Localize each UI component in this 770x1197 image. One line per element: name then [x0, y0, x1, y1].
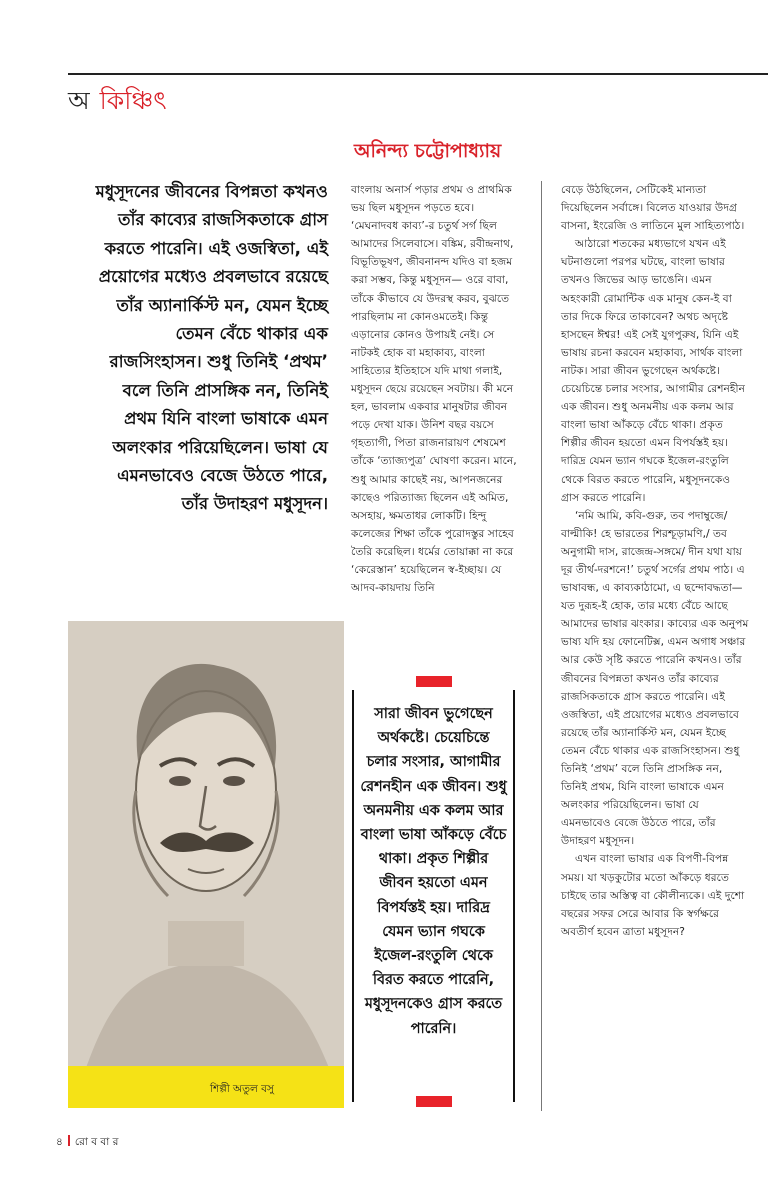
caption-band — [68, 1066, 344, 1108]
top-rule — [68, 73, 768, 75]
article-column-2 — [561, 181, 751, 941]
highlight-box — [352, 690, 515, 1104]
page-footer — [56, 1135, 118, 1152]
page-number: ৪ — [56, 1136, 63, 1148]
article-paragraph: এখন বাংলা ভাষার এক বিপণী-বিপন্ন সময়। যা খড়কুটোর মতো আঁকড়ে ধরতে চাইছে তার অস্তিত্ব বা কৌলীন্যকে। এই দুশো বছরের সফর সেরে আবার কি স্বর্গক্ষরে অবতীর্ণ হবেন ত্রাতা মধুসূদন? — [561, 852, 745, 938]
box-quote: সারা জীবন ভুগেছেন অর্থকষ্টে। চেয়েচিন্তে চলার সংসার, আগামীর রেশনহীন এক জীবন। শুধু অনমনীয় এক কলম আর বাংলা ভাষা আঁকড়ে বেঁচে থাকা। প্রকৃত শিল্পীর জীবন হয়তো এমন বিপর্যস্তই হয়। দারিদ্র যেমন ভ্যান গঘকে ইজেল-রংতুলি থেকে বিরত করতে পারেনি, মধুসূদনকেও গ্রাস করতে পারেনি। — [360, 706, 507, 1037]
box-border-right — [513, 690, 515, 1102]
portrait-sketch — [68, 621, 344, 1108]
section-heading — [68, 86, 167, 116]
author-byline: অনিন্দ্য চট্টোপাধ্যায় — [354, 140, 502, 162]
portrait-illustration — [68, 621, 344, 1108]
footer-separator — [68, 1135, 70, 1146]
box-red-marker-top — [416, 676, 452, 687]
publication-name: রো ব বা র — [74, 1136, 119, 1148]
article-paragraph: ‘নমি আমি, কবি-গুরু, তব পদাম্বুজে/ বাল্মীকি! হে ভারতের শিরশ্চূড়ামণি,/ তব অনুগামী দাস, রাজেন্দ্র-সঙ্গমে/ দীন যথা যায় দূর তীর্থ-দরশনে!’ চতুর্থ সর্গের প্রথম পাঠ। এ ভাষাবন্ধ, এ কাব্যকাঠামো, এ ছন্দোবদ্ধতা— যত দুরূহ-ই হোক, তার মধ্যে বেঁচে আছে আমাদের ভাষার ঝংকার। কাব্যের এক অনুপম ভাষ্য যদি হয় ফোনেটিক্স, এমন অগাধ সঞ্চার আর কেউ সৃষ্টি করতে পারেনি কখনও। তাঁর জীবনের বিপন্নতা কখনও তাঁর কাব্যের রাজসিকতাকে গ্রাস করতে পারেনি। এই ওজস্বিতা, এই প্রয়োগের মধ্যেও প্রবলভাবে রয়েছে তাঁর অ্যানার্কিস্ট মন, যেমন ইচ্ছে তেমন বেঁচে থাকার এক রাজসিংহাসন। শুধু তিনিই ‘প্রথম’ বলে তিনি প্রাসঙ্গিক নন, তিনিই প্রথম, যিনি বাংলা ভাষাকে এমন অলংকার পরিয়েছিলেন। ভাষা যে এমনভাবেও বেজে উঠতে পারে, তাঁর উদাহরণ মধুসূদন। — [561, 508, 749, 848]
article-paragraph: আঠারো শতকের মধ্যভাগে যখন এই ঘটনাগুলো পরপর ঘটছে, বাংলা ভাষার তখনও জিভের আড় ভাঙেনি। এমন অহংকারী রোমান্টিক এক মানুষ কেন-ই বা তার দিকে ফিরে তাকাবেন? অথচ অদৃষ্টে হাসছেন ঈশ্বর! এই সেই যুগপুরুষ, যিনি এই ভাষায় রচনা করবেন মহাকাব্য, সার্থক বাংলা নাটক। সারা জীবন ভুগেছেন অর্থকষ্টে। চেয়েচিন্তে চলার সংসার, আগামীর রেশনহীন এক জীবন। শুধু অনমনীয় এক কলম আর বাংলা ভাষা আঁকড়ে বেঁচে থাকা। প্রকৃত শিল্পীর জীবন হয়তো এমন বিপর্যস্তই হয়। দারিদ্র যেমন ভ্যান গঘকে ইজেল-রংতুলি থেকে বিরত করতে পারেনি, মধুসূদনকেও গ্রাস করতে পারেনি। — [561, 237, 745, 504]
article-column-1 — [351, 181, 517, 597]
article-paragraph: বাংলায় অনার্স পড়ার প্রথম ও প্রাথমিক ভয় ছিল মধুসূদন পড়তে হবে। ‘মেঘনাদবধ কাব্য’-র চতুর্থ সর্গ ছিল আমাদের সিলেবাসে। বঙ্কিম, রবীন্দ্রনাথ, বিভূতিভূষণ, জীবনানন্দ যদিও বা হজম করা সম্ভব, কিন্তু মধুসূদন— ওরে বাবা, তাঁকে কীভাবে যে উদরস্থ করব, বুঝতে পারছিলাম না কোনওমতেই। কিন্তু এড়ানোর কোনও উপায়ই নেই। সে নাটকই হোক বা মহাকাব্য, বাংলা সাহিত্যের ইতিহাসে যদি মাথা গলাই, মধুসূদন ছেয়ে রয়েছেন সবটায়। কী মনে হল, ভাবলাম একবার মানুষটার জীবন পড়ে দেখা যাক। উনিশ বছর বয়সে গৃহত্যাগী, পিতা রাজনারায়ণ শেষমেশ তাঁকে ‘ত্যাজ্যপুত্র’ ঘোষণা করেন। মানে, শুধু আমার কাছেই নয়, আপনজনের কাছেও পরিত্যাজ্য ছিলেন এই অমিত, অসহায়, ক্ষমতাধর লোকটি। হিন্দু কলেজের শিক্ষা তাঁকে পুরোদস্তুর সাহেব তৈরি করেছিল। ধর্মের তোয়াক্কা না করে ‘কেরেস্তান’ হয়েছিলেন স্ব-ইচ্ছায়। যে আদব-কায়দায় তিনি — [351, 183, 517, 595]
article-paragraph: বেড়ে উঠছিলেন, সেটিকেই মান্যতা দিয়েছিলেন সর্বাঙ্গে। বিলেত যাওয়ার উদগ্র বাসনা, ইংরেজি ও লাতিনে মুল সাহিত্যপাঠ। — [561, 183, 745, 233]
section-prefix: অ — [68, 86, 90, 115]
box-red-marker-bottom — [416, 1096, 452, 1107]
column-divider — [541, 181, 542, 1111]
box-border-left — [352, 690, 354, 1102]
pull-quote: মধুসূদনের জীবনের বিপন্নতা কখনও তাঁর কাব্যের রাজসিকতাকে গ্রাস করতে পারেনি। এই ওজস্বিতা, এই প্রয়োগের মধ্যেও প্রবলভাবে রয়েছে তাঁর অ্যানার্কিস্ট মন, যেমন ইচ্ছে তেমন বেঁচে থাকার এক রাজসিংহাসন। শুধু তিনিই ‘প্রথম’ বলে তিনি প্রাসঙ্গিক নন, তিনিই প্রথম যিনি বাংলা ভাষাকে এমন অলংকার পরিয়েছিলেন। ভাষা যে এমনভাবেও বেজে উঠতে পারে, তাঁর উদাহরণ মধুসূদন। — [95, 182, 328, 514]
section-title: কিঞ্চিৎ — [99, 86, 167, 115]
image-caption: শিল্পী অতুল বসু — [210, 1083, 274, 1095]
